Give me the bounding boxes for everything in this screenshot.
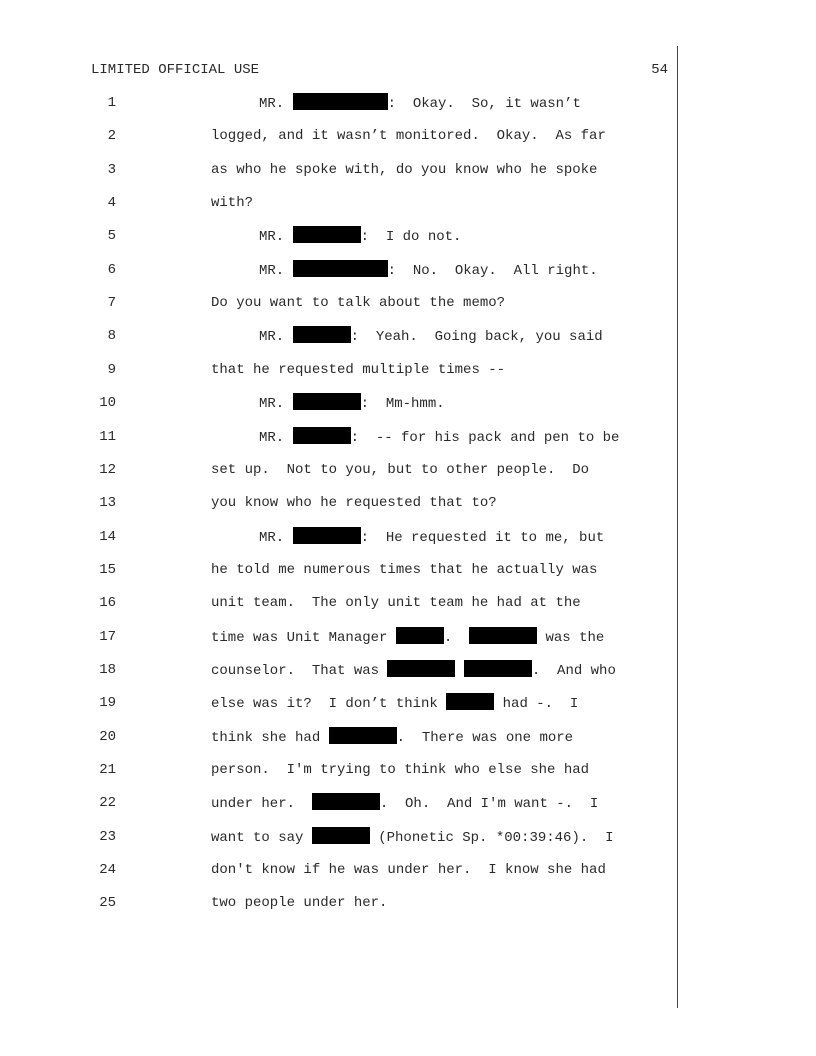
transcript-line [0,193,816,213]
text-segment: two people under her. [211,895,388,912]
line-text [211,693,578,714]
text-segment: MR. [259,96,293,112]
text-segment: MR. [259,529,293,546]
redaction-box [469,627,537,644]
transcript-line [0,793,816,813]
text-segment: : -- for his pack and pen to be [350,429,620,446]
transcript-line [0,393,816,413]
redaction-box [387,660,455,677]
transcript-line [0,827,816,847]
text-segment: . [443,629,470,646]
text-segment: person. I'm trying to think who else she had [211,762,590,778]
line-text [211,560,597,580]
redaction-box [312,793,380,810]
transcript-line [0,427,816,447]
line-text [259,527,604,548]
line-text [211,293,505,313]
line-text [259,226,461,247]
text-segment: MR. [259,262,293,279]
text-segment: (Phonetic Sp. *00:39:46). I [369,829,614,846]
line-number: 7 [107,295,116,312]
text-segment: . Oh. And I'm want -. I [379,796,599,813]
transcript-line [0,260,816,280]
line-text [211,827,613,848]
text-segment: don't know if he was under her. I know she had [211,862,606,879]
text-segment: : Mm-hmm. [360,396,445,413]
text-segment: under her. [211,796,312,813]
redaction-box [312,827,370,844]
line-number: 22 [99,795,116,812]
transcript-line [0,760,816,780]
redaction-box [464,660,532,677]
redaction-box [293,93,388,110]
line-number: 19 [99,695,116,712]
text-segment: else was it? I don’t think [211,696,447,713]
text-segment: think she had [211,729,329,746]
text-segment: he told me numerous times that he actually was [211,561,598,578]
text-segment: : I do not. [360,229,462,246]
line-number: 10 [99,395,116,412]
line-number: 11 [99,428,116,445]
redaction-box [293,527,361,544]
redaction-box [396,627,444,644]
redaction-box [293,393,361,410]
line-number: 5 [107,228,116,245]
text-segment: Do you want to talk about the memo? [211,295,506,312]
line-number: 15 [99,561,116,578]
line-number: 23 [99,828,116,845]
line-number: 14 [99,528,116,545]
text-segment [455,663,463,679]
text-segment: as who he spoke with, do you know who he spoke [211,161,598,178]
redaction-box [293,427,351,444]
text-segment: : Yeah. Going back, you said [350,329,603,346]
transcript-line [0,893,816,913]
text-segment: time was Unit Manager [211,629,396,646]
text-segment: : Okay. So, it wasn’t [387,96,581,112]
text-segment: . And who [531,662,616,679]
line-text [211,493,497,513]
transcript-line [0,627,816,647]
text-segment: with? [211,195,254,212]
transcript-line [0,560,816,580]
line-number: 8 [107,328,116,345]
line-text [259,427,619,448]
line-number: 25 [99,895,116,912]
line-text [259,260,598,281]
text-segment: MR. [259,229,293,246]
text-segment: : No. Okay. All right. [387,262,598,279]
text-segment: want to say [211,829,312,846]
line-number: 4 [107,195,116,212]
line-text [211,160,597,180]
line-number: 24 [99,862,116,879]
text-segment: MR. [259,396,293,413]
line-text [259,326,603,347]
line-text [211,793,598,814]
line-text [211,760,589,780]
line-text [259,93,581,114]
transcript-line [0,660,816,680]
line-number: 6 [107,261,116,278]
text-segment: MR. [259,429,293,446]
redaction-box [446,693,494,710]
line-number: 20 [99,728,116,745]
line-number: 1 [107,95,116,111]
line-text [211,860,606,880]
line-number: 13 [99,495,116,512]
transcript-line [0,527,816,547]
transcript-line [0,326,816,346]
line-text [211,727,573,748]
line-number: 12 [99,461,116,478]
redaction-box [293,226,361,243]
line-number: 3 [107,161,116,178]
text-segment: you know who he requested that to? [211,495,497,512]
text-segment: counselor. That was [211,662,388,679]
transcript-line [0,293,816,313]
line-number: 16 [99,595,116,612]
text-segment: logged, and it wasn’t monitored. Okay. As far [211,128,606,145]
text-segment: set up. Not to you, but to other people. Do [211,461,590,478]
text-segment: unit team. The only unit team he had at the [211,595,581,612]
line-text [211,193,253,213]
line-text [211,627,604,648]
line-text [211,360,505,380]
transcript-line [0,126,816,146]
transcript-line [0,360,816,380]
text-segment: was the [537,629,605,646]
line-text [211,893,387,913]
transcript-line [0,693,816,713]
transcript-line [0,460,816,480]
redaction-box [329,727,397,744]
line-number: 18 [99,661,116,678]
redaction-box [293,326,351,343]
line-number: 17 [99,628,116,645]
page-number: 54 [651,62,668,78]
line-number: 2 [107,128,116,145]
transcript-line [0,727,816,747]
line-text [211,593,581,613]
line-text [259,393,445,414]
transcript-line [0,860,816,880]
transcript-line [0,93,816,113]
line-number: 9 [107,361,116,378]
line-number: 21 [99,762,116,778]
transcript-line [0,160,816,180]
transcript-line [0,226,816,246]
text-segment: had -. I [494,696,579,713]
classification-header: LIMITED OFFICIAL USE [91,62,260,78]
text-segment: : He requested it to me, but [360,529,605,546]
line-text [211,126,606,146]
text-segment: MR. [259,329,293,346]
text-segment: . There was one more [396,729,574,746]
transcript-line [0,593,816,613]
transcript-line [0,493,816,513]
redaction-box [293,260,388,277]
line-text [211,660,616,681]
text-segment: that he requested multiple times -- [211,361,506,378]
line-text [211,460,589,480]
